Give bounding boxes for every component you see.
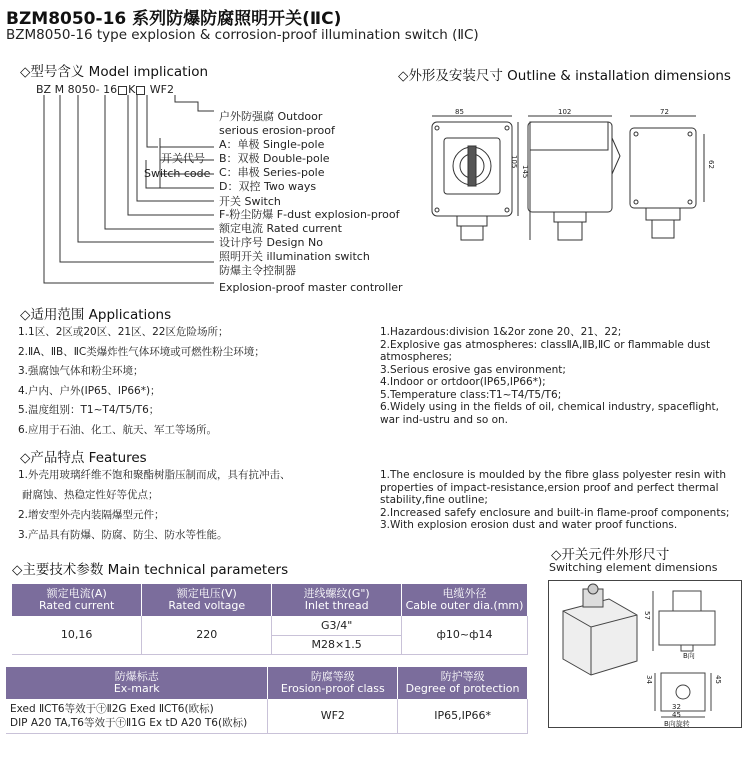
switching-drawing xyxy=(549,581,741,727)
model-line-controller-cn: 防爆主令控制器 xyxy=(219,264,296,277)
tech-heading: ◇主要技术参数 Main technical parameters xyxy=(12,562,289,578)
app-cn-item: 2.ⅡA、ⅡB、ⅡC类爆炸性气体环境或可燃性粉尘环境； xyxy=(18,345,265,358)
th-cable: 电缆外径 Cable outer dia.(mm) xyxy=(402,584,528,616)
model-line-outdoor: 户外防强腐 Outdoor xyxy=(219,110,323,123)
tech-table-1 xyxy=(12,584,528,655)
switch-code-en: Switch code xyxy=(144,167,211,180)
app-en-item: 6.Widely using in the fields of oil, chemical industry, spaceflight, war ind-ustru and so on. xyxy=(380,401,720,426)
model-line-dust: F-粉尘防爆 F-dust explosion-proof xyxy=(219,208,400,221)
switching-subheading: Switching element dimensions xyxy=(549,561,718,574)
switching-diagram xyxy=(548,580,742,728)
outline-drawing xyxy=(414,108,744,248)
code-k: K xyxy=(128,83,136,96)
model-line-erosion: serious erosion-proof xyxy=(219,124,335,137)
model-line-switch: 开关 Switch xyxy=(219,195,281,208)
model-line-current: 额定电流 Rated current xyxy=(219,222,342,235)
app-en-item: 2.Explosive gas atmospheres: classⅡA,ⅡB,ⅡC or flammable dust atmospheres; xyxy=(380,338,711,363)
features-en-list xyxy=(380,469,735,532)
sw-dim-57: 57 xyxy=(643,611,651,620)
sw-dim-32: 32 xyxy=(672,703,681,711)
tech-table-2 xyxy=(6,667,528,734)
feat-en-item: 1.The enclosure is moulded by the fibre glass polyester resin with properties of impact-resistance,ersion proof and perfect thermal stability,fine outline; xyxy=(380,469,727,506)
switching-heading: ◇开关元件外形尺寸 xyxy=(551,547,670,563)
th-voltage: 额定电压(V) Rated voltage xyxy=(142,584,272,616)
code-m: M xyxy=(54,83,65,96)
app-cn-item: 4.户内、户外(IP65、IP66*)； xyxy=(18,384,161,397)
app-en-item: 4.Indoor or ortdoor(IP65,IP66*); xyxy=(380,376,546,388)
app-cn-item: 5.温度组别：T1~T4/T5/T6； xyxy=(18,404,160,416)
feat-cn-item: 3.产品具有防爆、防腐、防尘、防水等性能。 xyxy=(18,529,228,541)
feat-en-item: 3.With explosion erosion dust and water proof functions. xyxy=(380,519,678,531)
cell-protection: IP65,IP66* xyxy=(398,699,528,733)
code-16: 16 xyxy=(103,83,118,96)
th-current: 额定电流(A) Rated current xyxy=(12,584,142,616)
model-line-design: 设计序号 Design No xyxy=(219,236,323,249)
app-cn-item: 3.强腐蚀气体和粉尘环境； xyxy=(18,365,144,377)
cell-cable: ф10~ф14 xyxy=(402,616,528,654)
cell-erosion: WF2 xyxy=(268,699,398,733)
code-dash: - xyxy=(95,83,100,96)
sw-dim-rotate: B向旋转 xyxy=(664,720,690,728)
switch-code-cn: 开关代号 xyxy=(161,152,205,165)
cell-thread-m: M28×1.5 xyxy=(272,635,402,654)
sw-dim-bdir: B向 xyxy=(683,652,695,660)
cell-current: 10,16 xyxy=(12,616,142,654)
th-thread: 进线螺纹(G") Inlet thread xyxy=(272,584,402,616)
app-en-item: 1.Hazardous:division 1&2or zone 20、21、22; xyxy=(380,326,622,338)
app-en-item: 3.Serious erosive gas environment; xyxy=(380,363,566,376)
model-line-b: B：双极 Double-pole xyxy=(219,152,330,165)
app-cn-item: 6.应用于石油、化工、航天、军工等场所。 xyxy=(18,423,218,436)
features-cn-list xyxy=(18,465,291,545)
app-cn-item: 1.1区、2区或20区、21区、22区危险场所； xyxy=(18,326,229,338)
applications-heading: ◇适用范围 Applications xyxy=(20,307,172,323)
cell-exmark: Exed ⅡCT6等效于㊉Ⅱ2G Exed ⅡCT6(欧标) DIP A20 TA,T6等效于㊉Ⅱ1G Ex tD A20 T6(欧标) xyxy=(6,699,268,733)
model-line-a: A：单极 Single-pole xyxy=(219,138,325,151)
dim-105: 105 xyxy=(510,155,518,169)
th-erosion: 防腐等级 Erosion-proof class xyxy=(268,667,398,699)
features-heading: ◇产品特点 Features xyxy=(20,450,147,466)
cell-voltage: 220 xyxy=(142,616,272,654)
sw-dim-45h: 45 xyxy=(672,711,681,719)
feat-cn-item: 2.增安型外壳内装隔爆型元件； xyxy=(18,509,165,521)
page-title: BZM8050-16 系列防爆防腐照明开关(ⅡC) xyxy=(6,9,342,29)
feat-cn-item: 1.外壳用玻璃纤维不饱和聚酯树脂压制而成，具有抗冲击、 xyxy=(18,469,291,481)
model-line-c: C：串极 Series-pole xyxy=(219,166,325,179)
app-en-item: 5.Temperature class:T1~T4/T5/T6; xyxy=(380,388,562,401)
outline-heading: ◇外形及安装尺寸 Outline & installation dimensions xyxy=(398,68,731,84)
applications-en-list xyxy=(380,326,735,426)
code-8050: 8050 xyxy=(67,83,96,96)
sw-dim-45v: 45 xyxy=(714,675,722,684)
dim-102: 102 xyxy=(558,108,572,116)
dim-85: 85 xyxy=(455,108,464,116)
code-bz: BZ xyxy=(36,83,52,96)
model-heading: ◇型号含义 Model implication xyxy=(20,64,209,80)
dim-145: 145 xyxy=(521,165,529,179)
applications-cn-list xyxy=(18,323,265,440)
dim-62: 62 xyxy=(707,160,715,169)
code-wf2: WF2 xyxy=(149,83,174,96)
dim-72: 72 xyxy=(660,108,669,116)
th-exmark: 防爆标志 Ex-mark xyxy=(6,667,268,699)
model-line-d: D：双控 Two ways xyxy=(219,180,317,193)
page-subtitle: BZM8050-16 type explosion & corrosion-proof illumination switch (ⅡC) xyxy=(6,27,479,43)
th-protection: 防护等级 Degree of protection xyxy=(398,667,528,699)
sw-dim-34: 34 xyxy=(645,675,653,684)
model-line-controller-en: Explosion-proof master controller xyxy=(219,281,403,294)
feat-cn-item: 耐腐蚀、热稳定性好等优点； xyxy=(22,489,159,501)
model-line-illumination: 照明开关 illumination switch xyxy=(219,250,370,263)
feat-en-item: 2.Increased safefy enclosure and built-in flame-proof components; xyxy=(380,506,730,519)
cell-thread-g: G3/4" xyxy=(272,616,402,635)
